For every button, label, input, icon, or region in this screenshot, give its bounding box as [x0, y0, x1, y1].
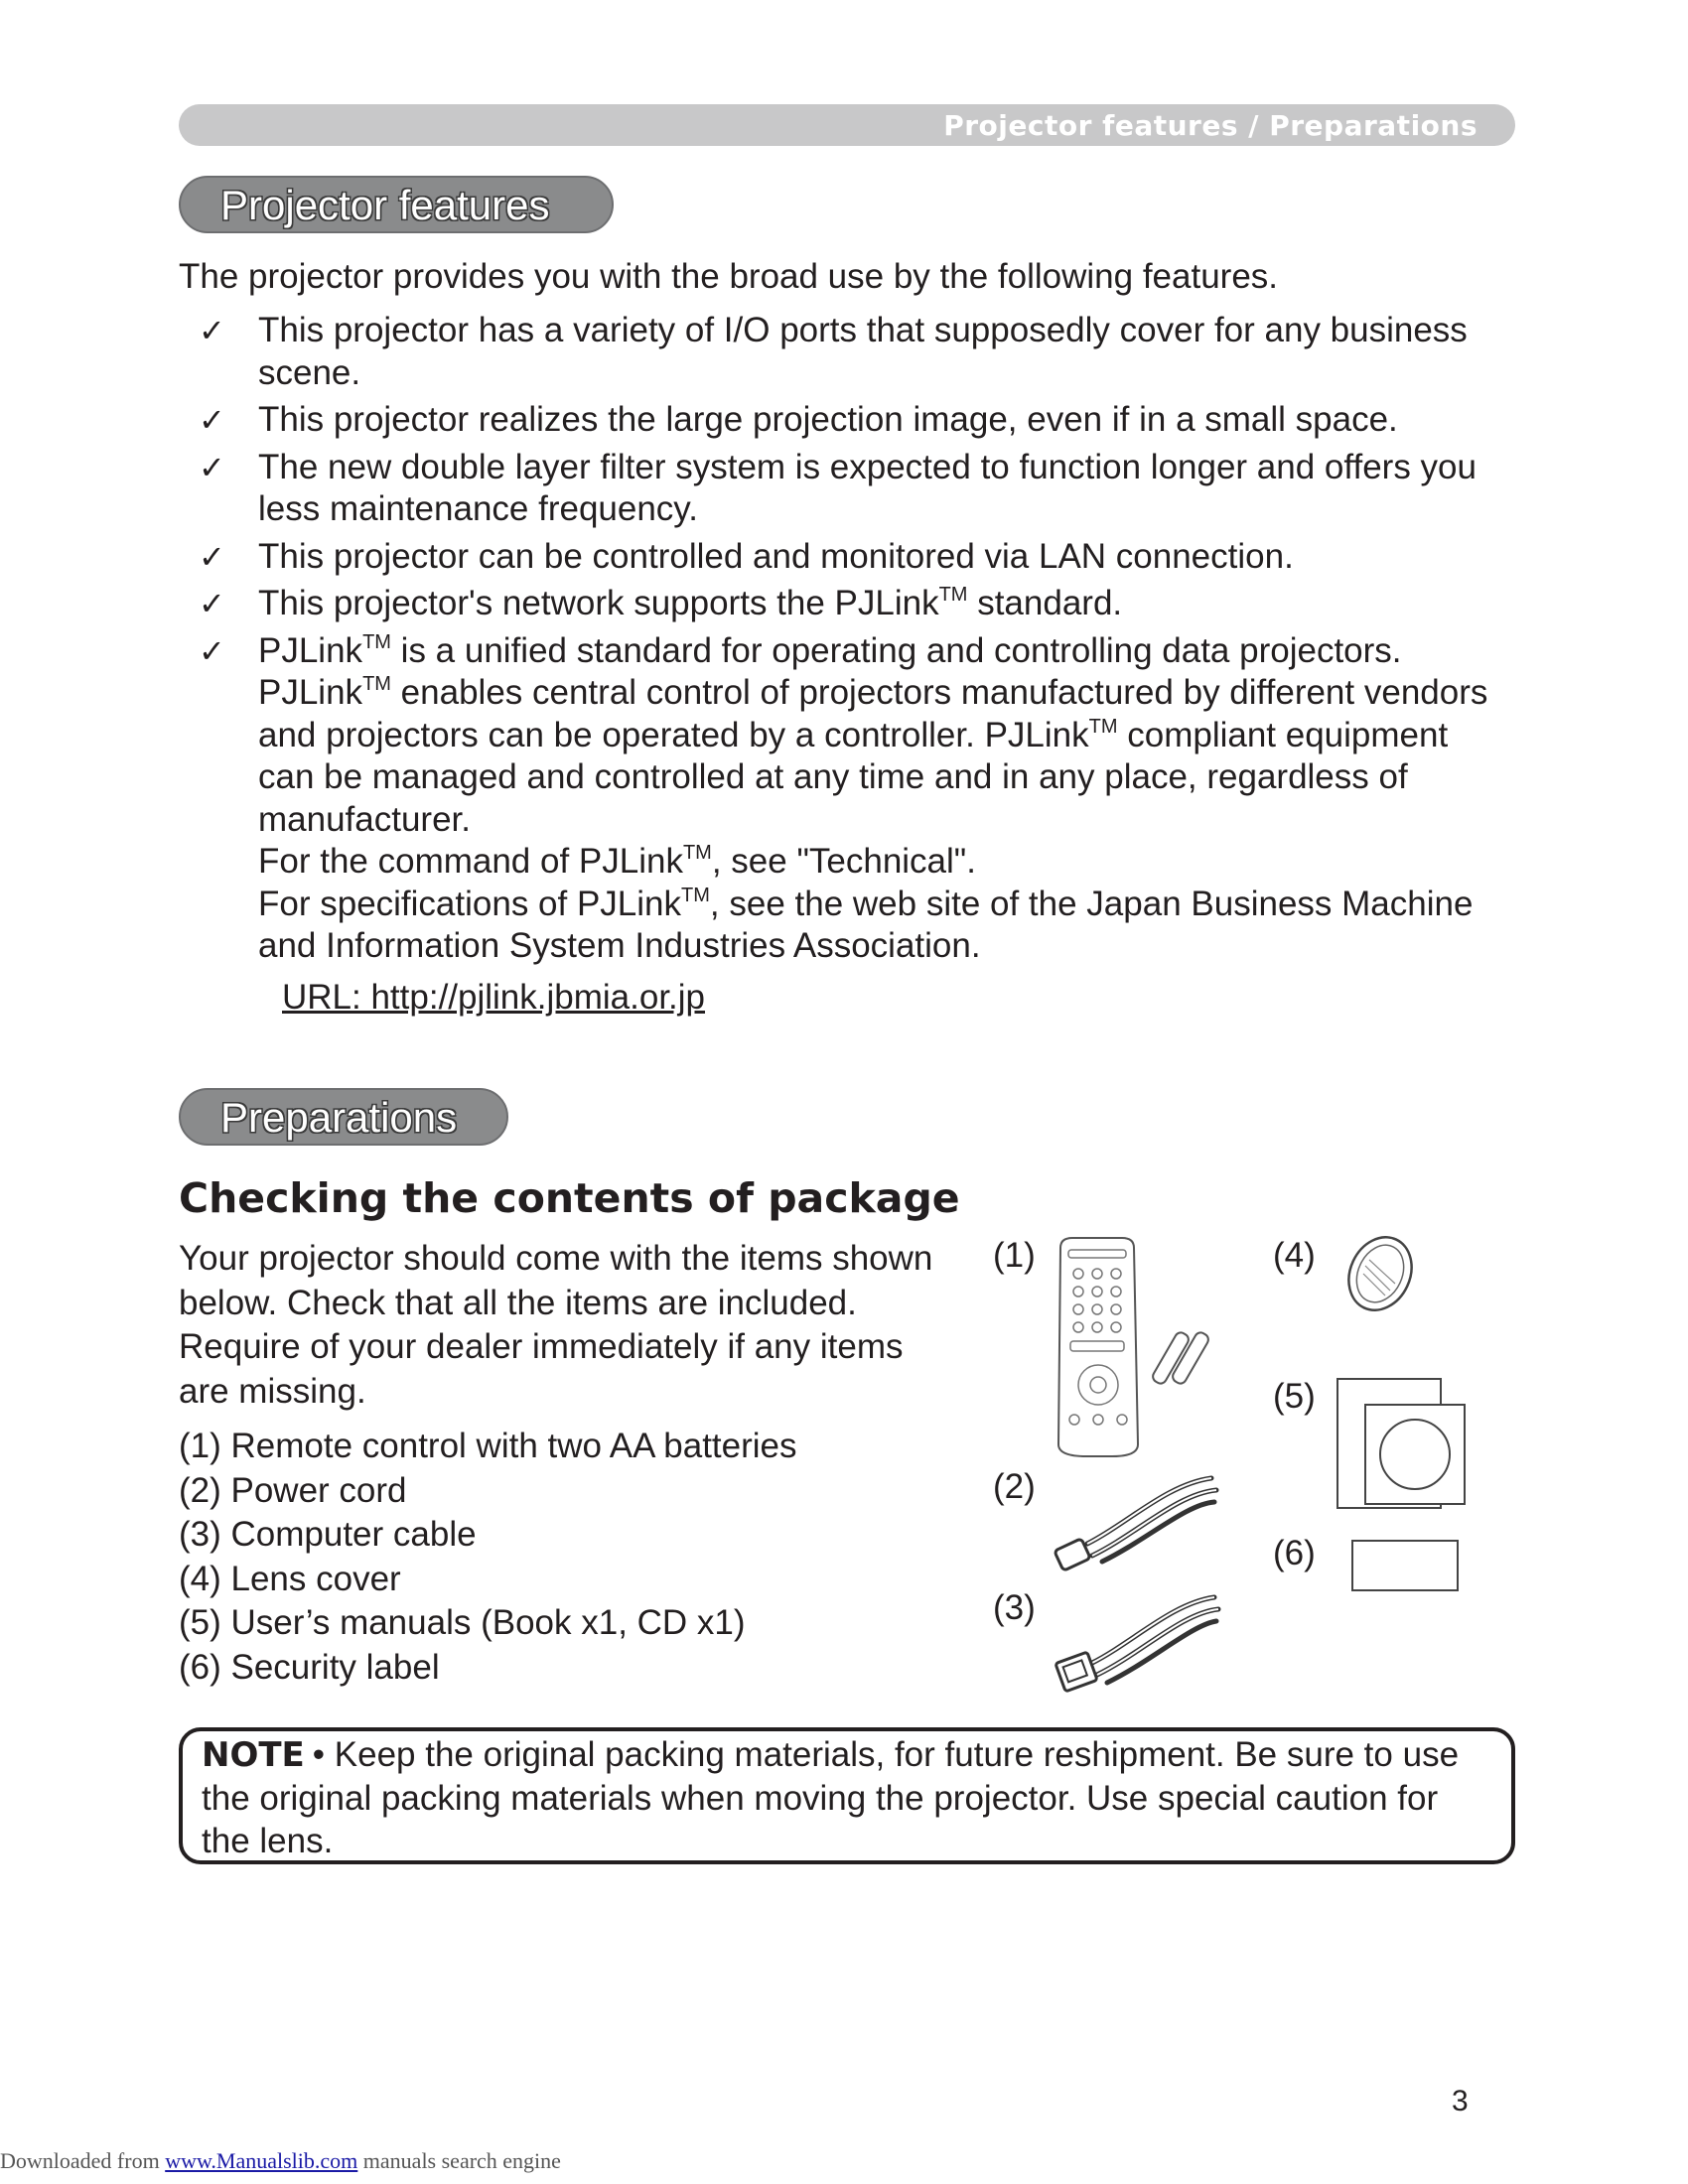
subheading-checking-contents: Checking the contents of package — [179, 1174, 960, 1222]
pjlink-text: , see the web site of the Japan Business Machine and Information System Industries Association. — [258, 884, 1474, 965]
pjlink-text: is a unified standard for operating and controlling data projectors. — [390, 630, 1402, 670]
section-heading-preparations-label: Preparations — [220, 1094, 458, 1141]
illustration-label: (5) — [1273, 1377, 1316, 1416]
feature-text: The new double layer filter system is expected to function longer and offers you less maintenance frequency. — [258, 447, 1477, 528]
illustration-label: (2) — [993, 1467, 1036, 1506]
pjlink-paragraph-1 — [258, 630, 1509, 673]
feature-item — [179, 583, 1509, 625]
list-item: (1) Remote control with two AA batteries — [179, 1427, 797, 1465]
note-box — [179, 1727, 1515, 1864]
trademark-mark: TM — [938, 584, 968, 606]
footer — [0, 2148, 561, 2174]
feature-item — [179, 310, 1509, 394]
pjlink-text: enables central control of projectors manufactured by different vendors and projectors can be operated by a controller. PJLink — [258, 673, 1488, 754]
check-icon: ✓ — [199, 538, 225, 575]
check-icon: ✓ — [199, 313, 225, 348]
illustration-label: (3) — [993, 1588, 1036, 1627]
illustration-label: (1) — [993, 1236, 1036, 1275]
trademark-mark: TM — [1088, 715, 1118, 738]
list-item: (3) Computer cable — [179, 1515, 477, 1554]
feature-text — [258, 583, 1509, 625]
list-item: (5) User’s manuals (Book x1, CD x1) — [179, 1603, 746, 1642]
pjlink-text: , see "Technical". — [711, 842, 976, 881]
feature-text: This projector realizes the large projection image, even if in a small space. — [258, 400, 1398, 439]
pjlink-text: PJLink — [258, 630, 363, 670]
package-item-list — [179, 1425, 953, 1690]
feature-item — [179, 399, 1509, 442]
pjlink-text: For specifications of PJLink — [258, 884, 682, 923]
manuals-icon — [1336, 1375, 1470, 1514]
pjlink-text: For the command of PJLink — [258, 842, 683, 881]
package-intro: Your projector should come with the items shown below. Check that all the items are included. Require of your dealer immediately if any items are missing. — [179, 1239, 933, 1411]
note-text — [202, 1733, 1492, 1862]
check-icon: ✓ — [199, 449, 225, 485]
feature-item — [179, 536, 1509, 579]
note-body: • Keep the original packing materials, for future reshipment. Be sure to use the original packing materials when moving the projector. Use special caution for the lens. — [202, 1735, 1460, 1860]
section-heading-preparations — [179, 1088, 508, 1146]
note-label: NOTE — [202, 1735, 305, 1775]
check-icon: ✓ — [199, 586, 225, 621]
illustration-label: (6) — [1273, 1534, 1316, 1572]
list-item: (6) Security label — [179, 1647, 440, 1687]
page-number: 3 — [1452, 2085, 1469, 2117]
list-item: (4) Lens cover — [179, 1559, 401, 1598]
feature-text-pre: This projector's network supports the PJLink — [258, 584, 939, 622]
section-heading-features — [179, 176, 614, 233]
footer-prefix: Downloaded from — [0, 2148, 166, 2173]
pjlink-paragraph-2 — [258, 672, 1509, 841]
feature-item-pjlink — [179, 630, 1509, 968]
feature-item — [179, 447, 1509, 531]
footer-suffix: manuals search engine — [357, 2148, 561, 2173]
feature-text: This projector can be controlled and monitored via LAN connection. — [258, 536, 1294, 576]
trademark-mark: TM — [681, 884, 710, 906]
remote-control-icon — [1053, 1236, 1231, 1459]
list-item: (2) Power cord — [179, 1470, 407, 1510]
header-bar — [179, 104, 1515, 146]
computer-cable-icon — [1048, 1583, 1226, 1698]
section-heading-features-label: Projector features — [220, 182, 550, 228]
pjlink-paragraph-3 — [258, 841, 1509, 884]
pjlink-text: compliant equipment can be managed and controlled at any time and in any place, regardless of manufacturer. — [258, 715, 1449, 839]
pjlink-url-link[interactable]: URL: http://pjlink.jbmia.or.jp — [282, 978, 706, 1017]
feature-text: This projector has a variety of I/O ports that supposedly cover for any business scene. — [258, 311, 1468, 392]
check-icon: ✓ — [199, 632, 225, 669]
pjlink-text: PJLink — [258, 673, 363, 712]
trademark-mark: TM — [682, 842, 712, 864]
pjlink-paragraph-4 — [258, 884, 1509, 968]
footer-link[interactable]: www.Manualslib.com — [165, 2148, 358, 2173]
feature-text-post: standard. — [967, 584, 1123, 622]
trademark-mark: TM — [362, 673, 391, 695]
features-section — [179, 256, 1509, 973]
trademark-mark: TM — [362, 630, 391, 653]
features-intro: The projector provides you with the broad use by the following features. — [179, 257, 1279, 296]
power-cord-icon — [1048, 1464, 1226, 1573]
illustration-label: (4) — [1273, 1236, 1316, 1275]
lens-cover-icon — [1336, 1236, 1435, 1315]
security-label-icon — [1350, 1539, 1462, 1594]
check-icon: ✓ — [199, 402, 225, 438]
header-title: Projector features / Preparations — [943, 109, 1477, 142]
